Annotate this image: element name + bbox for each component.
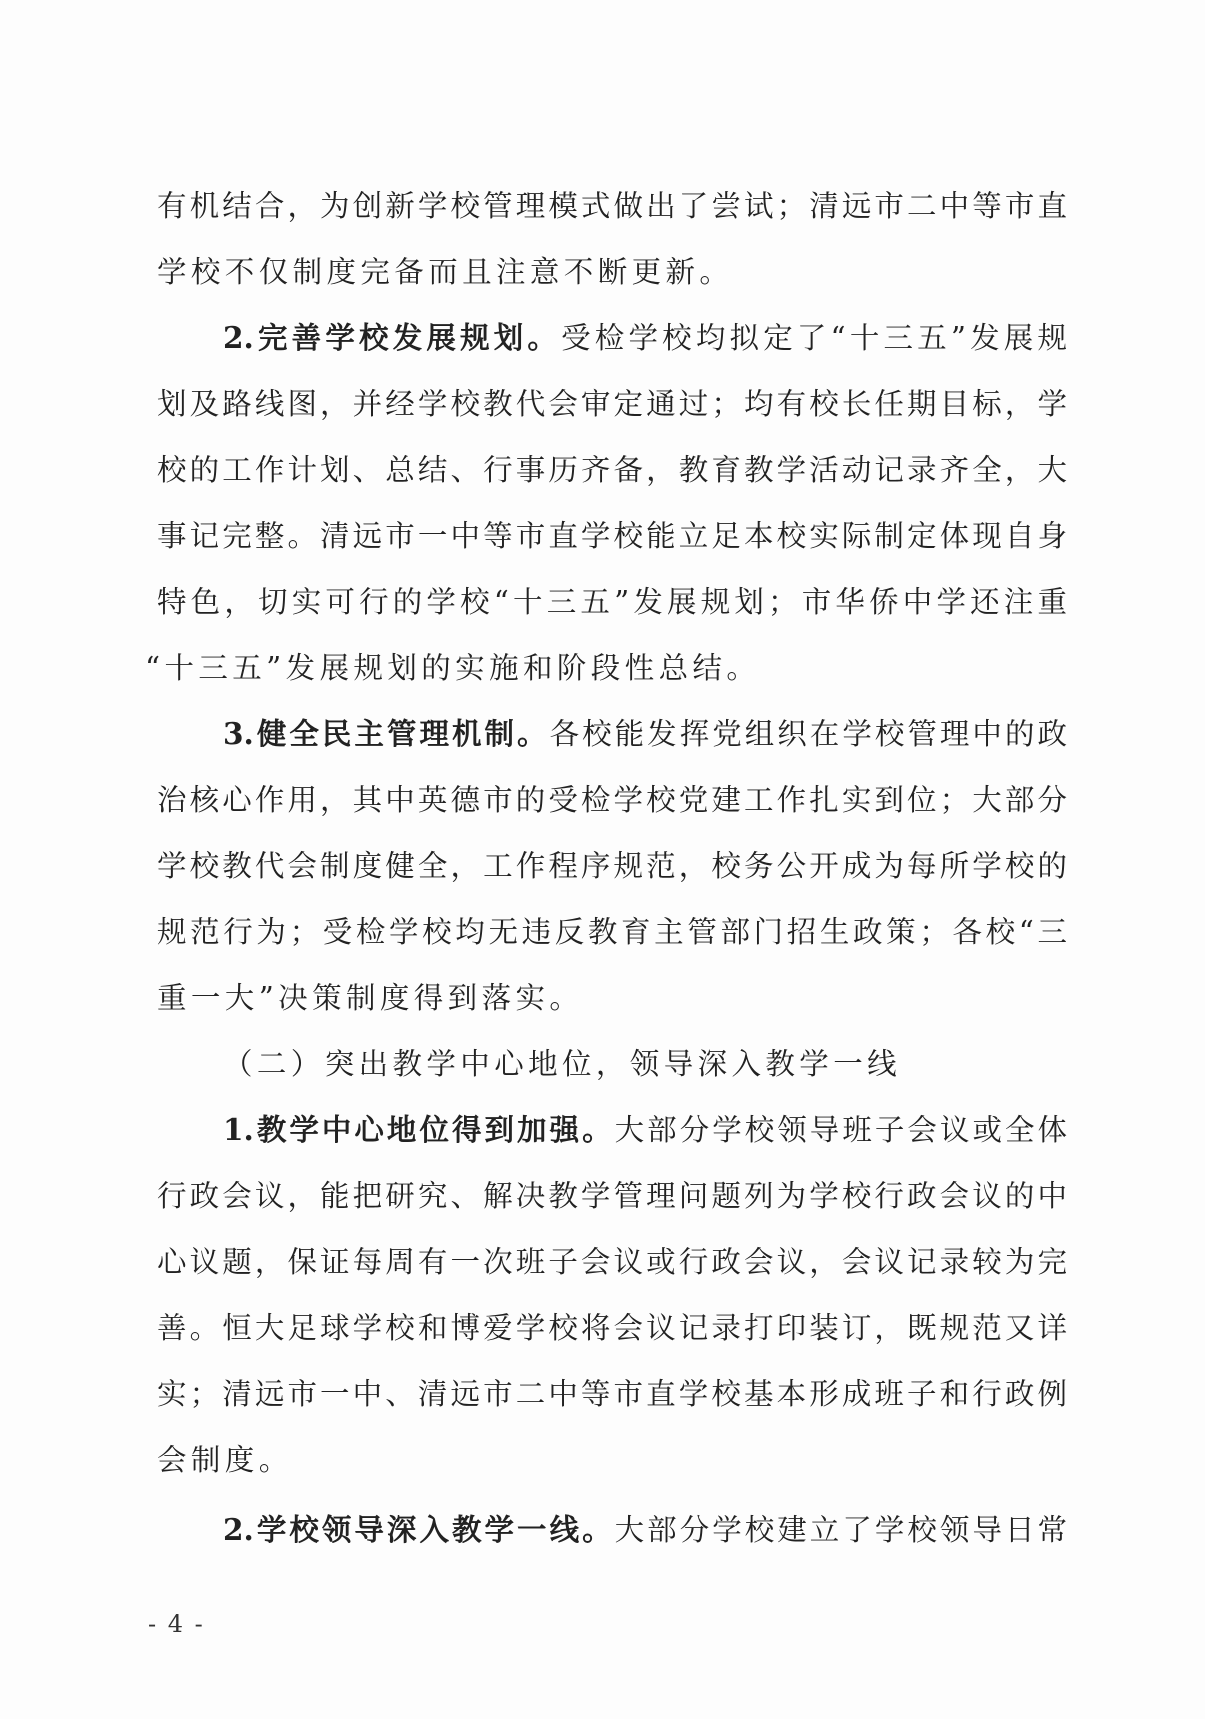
text-line: 事记完整。清远市一中等市直学校能立足本校实际制定体现自身 [157, 519, 1067, 553]
text-line: “十三五”发展规划的实施和阶段性总结。 [145, 651, 761, 685]
text-line: 心议题，保证每周有一次班子会议或行政会议，会议记录较为完 [157, 1245, 1067, 1279]
section-heading: 3.健全民主管理机制。 [223, 716, 550, 751]
section-heading-line [223, 704, 1067, 764]
section-text: 受检学校均拟定了“十三五”发展规 [561, 321, 1067, 355]
text-line: 学校教代会制度健全，工作程序规范，校务公开成为每所学校的 [157, 849, 1067, 883]
section-heading: 2.学校领导深入教学一线。 [223, 1512, 615, 1547]
text-line: 划及路线图，并经学校教代会审定通过；均有校长任期目标，学 [157, 387, 1067, 421]
text-line: 学校不仅制度完备而且注意不断更新。 [157, 255, 734, 289]
section-heading-line [223, 1100, 1067, 1160]
text-line: 治核心作用，其中英德市的受检学校党建工作扎实到位；大部分 [157, 783, 1067, 817]
section-text: 各校能发挥党组织在学校管理中的政 [549, 717, 1067, 751]
text-line: 有机结合，为创新学校管理模式做出了尝试；清远市二中等市直 [157, 189, 1067, 223]
section-heading-line [223, 308, 1067, 368]
section-text: 大部分学校建立了学校领导日常 [614, 1513, 1067, 1547]
text-line: 善。恒大足球学校和博爱学校将会议记录打印装订，既规范又详 [157, 1311, 1067, 1345]
text-line: 实；清远市一中、清远市二中等市直学校基本形成班子和行政例 [157, 1377, 1067, 1411]
text-line: 特色，切实可行的学校“十三五”发展规划；市华侨中学还注重 [157, 585, 1067, 619]
text-line: 行政会议，能把研究、解决教学管理问题列为学校行政会议的中 [157, 1179, 1067, 1213]
subsection-title: （二）突出教学中心地位，领导深入教学一线 [223, 1047, 902, 1081]
section-heading: 1.教学中心地位得到加强。 [223, 1112, 615, 1147]
page-number: - 4 - [148, 1610, 205, 1638]
text-line: 校的工作计划、总结、行事历齐备，教育教学活动记录齐全，大 [157, 453, 1067, 487]
section-heading: 2.完善学校发展规划。 [223, 320, 562, 355]
section-heading-line [223, 1500, 1067, 1560]
text-line: 规范行为；受检学校均无违反教育主管部门招生政策；各校“三 [157, 915, 1067, 949]
section-text: 大部分学校领导班子会议或全体 [614, 1113, 1067, 1147]
text-line: 会制度。 [157, 1443, 293, 1477]
text-line: 重一大”决策制度得到落实。 [157, 981, 584, 1015]
